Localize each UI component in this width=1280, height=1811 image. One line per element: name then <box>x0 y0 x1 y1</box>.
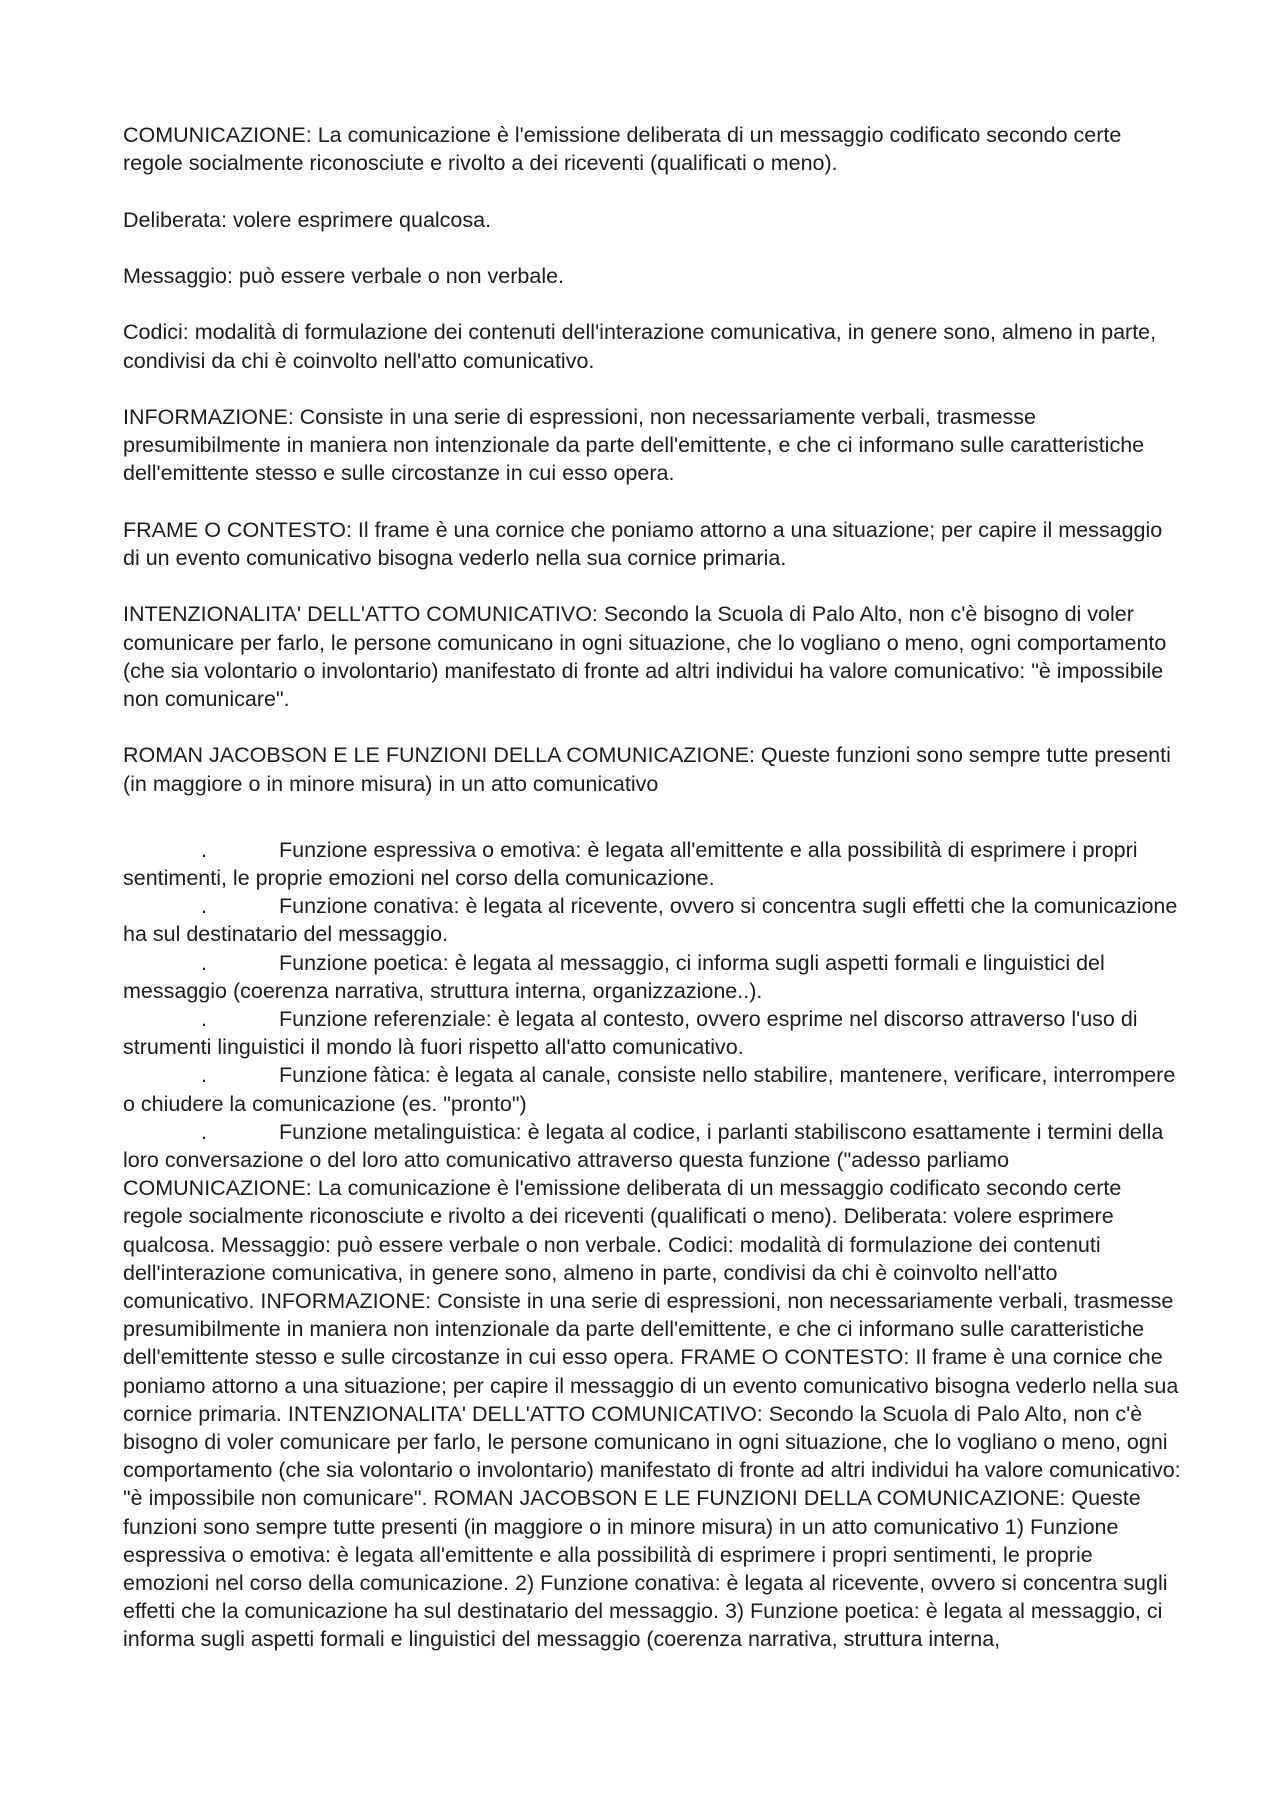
list-item-referenziale <box>123 1005 1181 1061</box>
paragraph-jacobson: ROMAN JACOBSON E LE FUNZIONI DELLA COMUNICAZIONE: Queste funzioni sono sempre tutte presenti (in maggiore o in minore misura) in un atto comunicativo <box>123 743 1171 796</box>
list-item-espressiva <box>123 836 1181 892</box>
bullet-marker: . <box>201 837 207 862</box>
paragraph-informazione: INFORMAZIONE: Consiste in una serie di espressioni, non necessariamente verbali, trasmesse presumibilmente in maniera non intenzionale da parte dell'emittente, e che ci informano sulle caratteristiche dell'emittente stesso e sulle circostanze in cui esso opera. <box>123 404 1145 486</box>
list-item-poetica <box>123 949 1181 1005</box>
bullet-marker: . <box>201 1063 207 1088</box>
list-item-conativa <box>123 892 1181 948</box>
paragraph-codici: Codici: modalità di formulazione dei contenuti dell'interazione comunicativa, in genere sono, almeno in parte, condivisi da chi è coinvolto nell'atto comunicativo. <box>123 320 1157 373</box>
list-item-fatica <box>123 1061 1181 1117</box>
paragraph-deliberata: Deliberata: volere esprimere qualcosa. <box>123 207 492 232</box>
list-item-text: Funzione referenziale: è legata al contesto, ovvero esprime nel discorso attraverso l'uso di strumenti linguistici il mondo là fuori rispetto all'atto comunicativo. <box>123 1006 1138 1060</box>
paragraph-messaggio: Messaggio: può essere verbale o non verbale. <box>123 263 565 288</box>
list-item-text: Funzione poetica: è legata al messaggio, ci informa sugli aspetti formali e linguistici del messaggio (coerenza narrativa, struttura interna, organizzazione..). <box>123 950 1105 1003</box>
functions-list <box>123 836 1181 1654</box>
list-item-metalinguistica <box>123 1118 1181 1654</box>
bullet-marker: . <box>201 1006 207 1031</box>
paragraph-comunicazione: COMUNICAZIONE: La comunicazione è l'emissione deliberata di un messaggio codificato secondo certe regole socialmente riconosciute e rivolto a dei riceventi (qualificati o meno). <box>123 123 1122 176</box>
bullet-marker: . <box>201 894 207 919</box>
bullet-marker: . <box>201 1119 207 1144</box>
document-body <box>123 121 1181 1654</box>
paragraph-intenzionalita: INTENZIONALITA' DELL'ATTO COMUNICATIVO: Secondo la Scuola di Palo Alto, non c'è bisogno di voler comunicare per farlo, le persone comunicano in ogni situazione, che lo vogliano o meno, ogni comportamento (che sia volontario o involontario) manifestato di fronte ad altri individui ha valore comunicativo: "è impossibile non comunicare". <box>123 602 1167 711</box>
list-item-text: Funzione fàtica: è legata al canale, consiste nello stabilire, mantenere, verificare, interrompere o chiudere la comunicazione (es. "pronto") <box>123 1063 1176 1116</box>
list-item-text: Funzione metalinguistica: è legata al codice, i parlanti stabiliscono esattamente i termini della loro conversazione o del loro atto comunicativo attraverso questa funzione ("adesso parliamo COMUNICAZIONE: La comunicazione è l'emissione deliberata di un messaggio codificato secondo certe regole socialmente riconosciute e rivolto a dei riceventi (qualificati o meno). Deliberata: volere esprimere qualcosa. Messaggio: può essere verbale o non verbale. Codici: modalità di formulazione dei contenuti dell'interazione comunicativa, in genere sono, almeno in parte, condivisi da chi è coinvolto nell'atto comunicativo. INFORMAZIONE: Consiste in una serie di espressioni, non necessariamente verbali, trasmesse presumibilmente in maniera non intenzionale da parte dell'emittente, e che ci informano sulle caratteristiche dell'emittente stesso e sulle circostanze in cui esso opera. FRAME O CONTESTO: Il frame è una cornice che poniamo attorno a una situazione; per capire il messaggio di un evento comunicativo bisogna vederlo nella sua cornice primaria. INTENZIONALITA' DELL'ATTO COMUNICATIVO: Secondo la Scuola di Palo Alto, non c'è bisogno di voler comunicare per farlo, le persone comunicano in ogni situazione, che lo vogliano o meno, ogni comportamento (che sia volontario o involontario) manifestato di fronte ad altri individui ha valore comunicativo: "è impossibile non comunicare". ROMAN JACOBSON E LE FUNZIONI DELLA COMUNICAZIONE: Queste funzioni sono sempre tutte presenti (in maggiore o in minore misura) in un atto comunicativo 1) Funzione espressiva o emotiva: è legata all'emittente e alla possibilità di esprimere i propri sentimenti, le proprie emozioni nel corso della comunicazione. 2) Funzione conativa: è legata al ricevente, ovvero si concentra sugli effetti che la comunicazione ha sul destinatario del messaggio. 3) Funzione poetica: è legata al messaggio, ci informa sugli aspetti formali e linguistici del messaggio (coerenza narrativa, struttura interna, <box>123 1119 1181 1652</box>
bullet-marker: . <box>201 950 207 975</box>
list-item-text: Funzione espressiva o emotiva: è legata all'emittente e alla possibilità di esprimere i propri sentimenti, le proprie emozioni nel corso della comunicazione. <box>123 837 1138 890</box>
list-item-text: Funzione conativa: è legata al ricevente, ovvero si concentra sugli effetti che la comunicazione ha sul destinatario del messaggio. <box>123 894 1178 947</box>
paragraph-frame-contesto: FRAME O CONTESTO: Il frame è una cornice che poniamo attorno a una situazione; per capire il messaggio di un evento comunicativo bisogna vederlo nella sua cornice primaria. <box>123 517 1163 570</box>
